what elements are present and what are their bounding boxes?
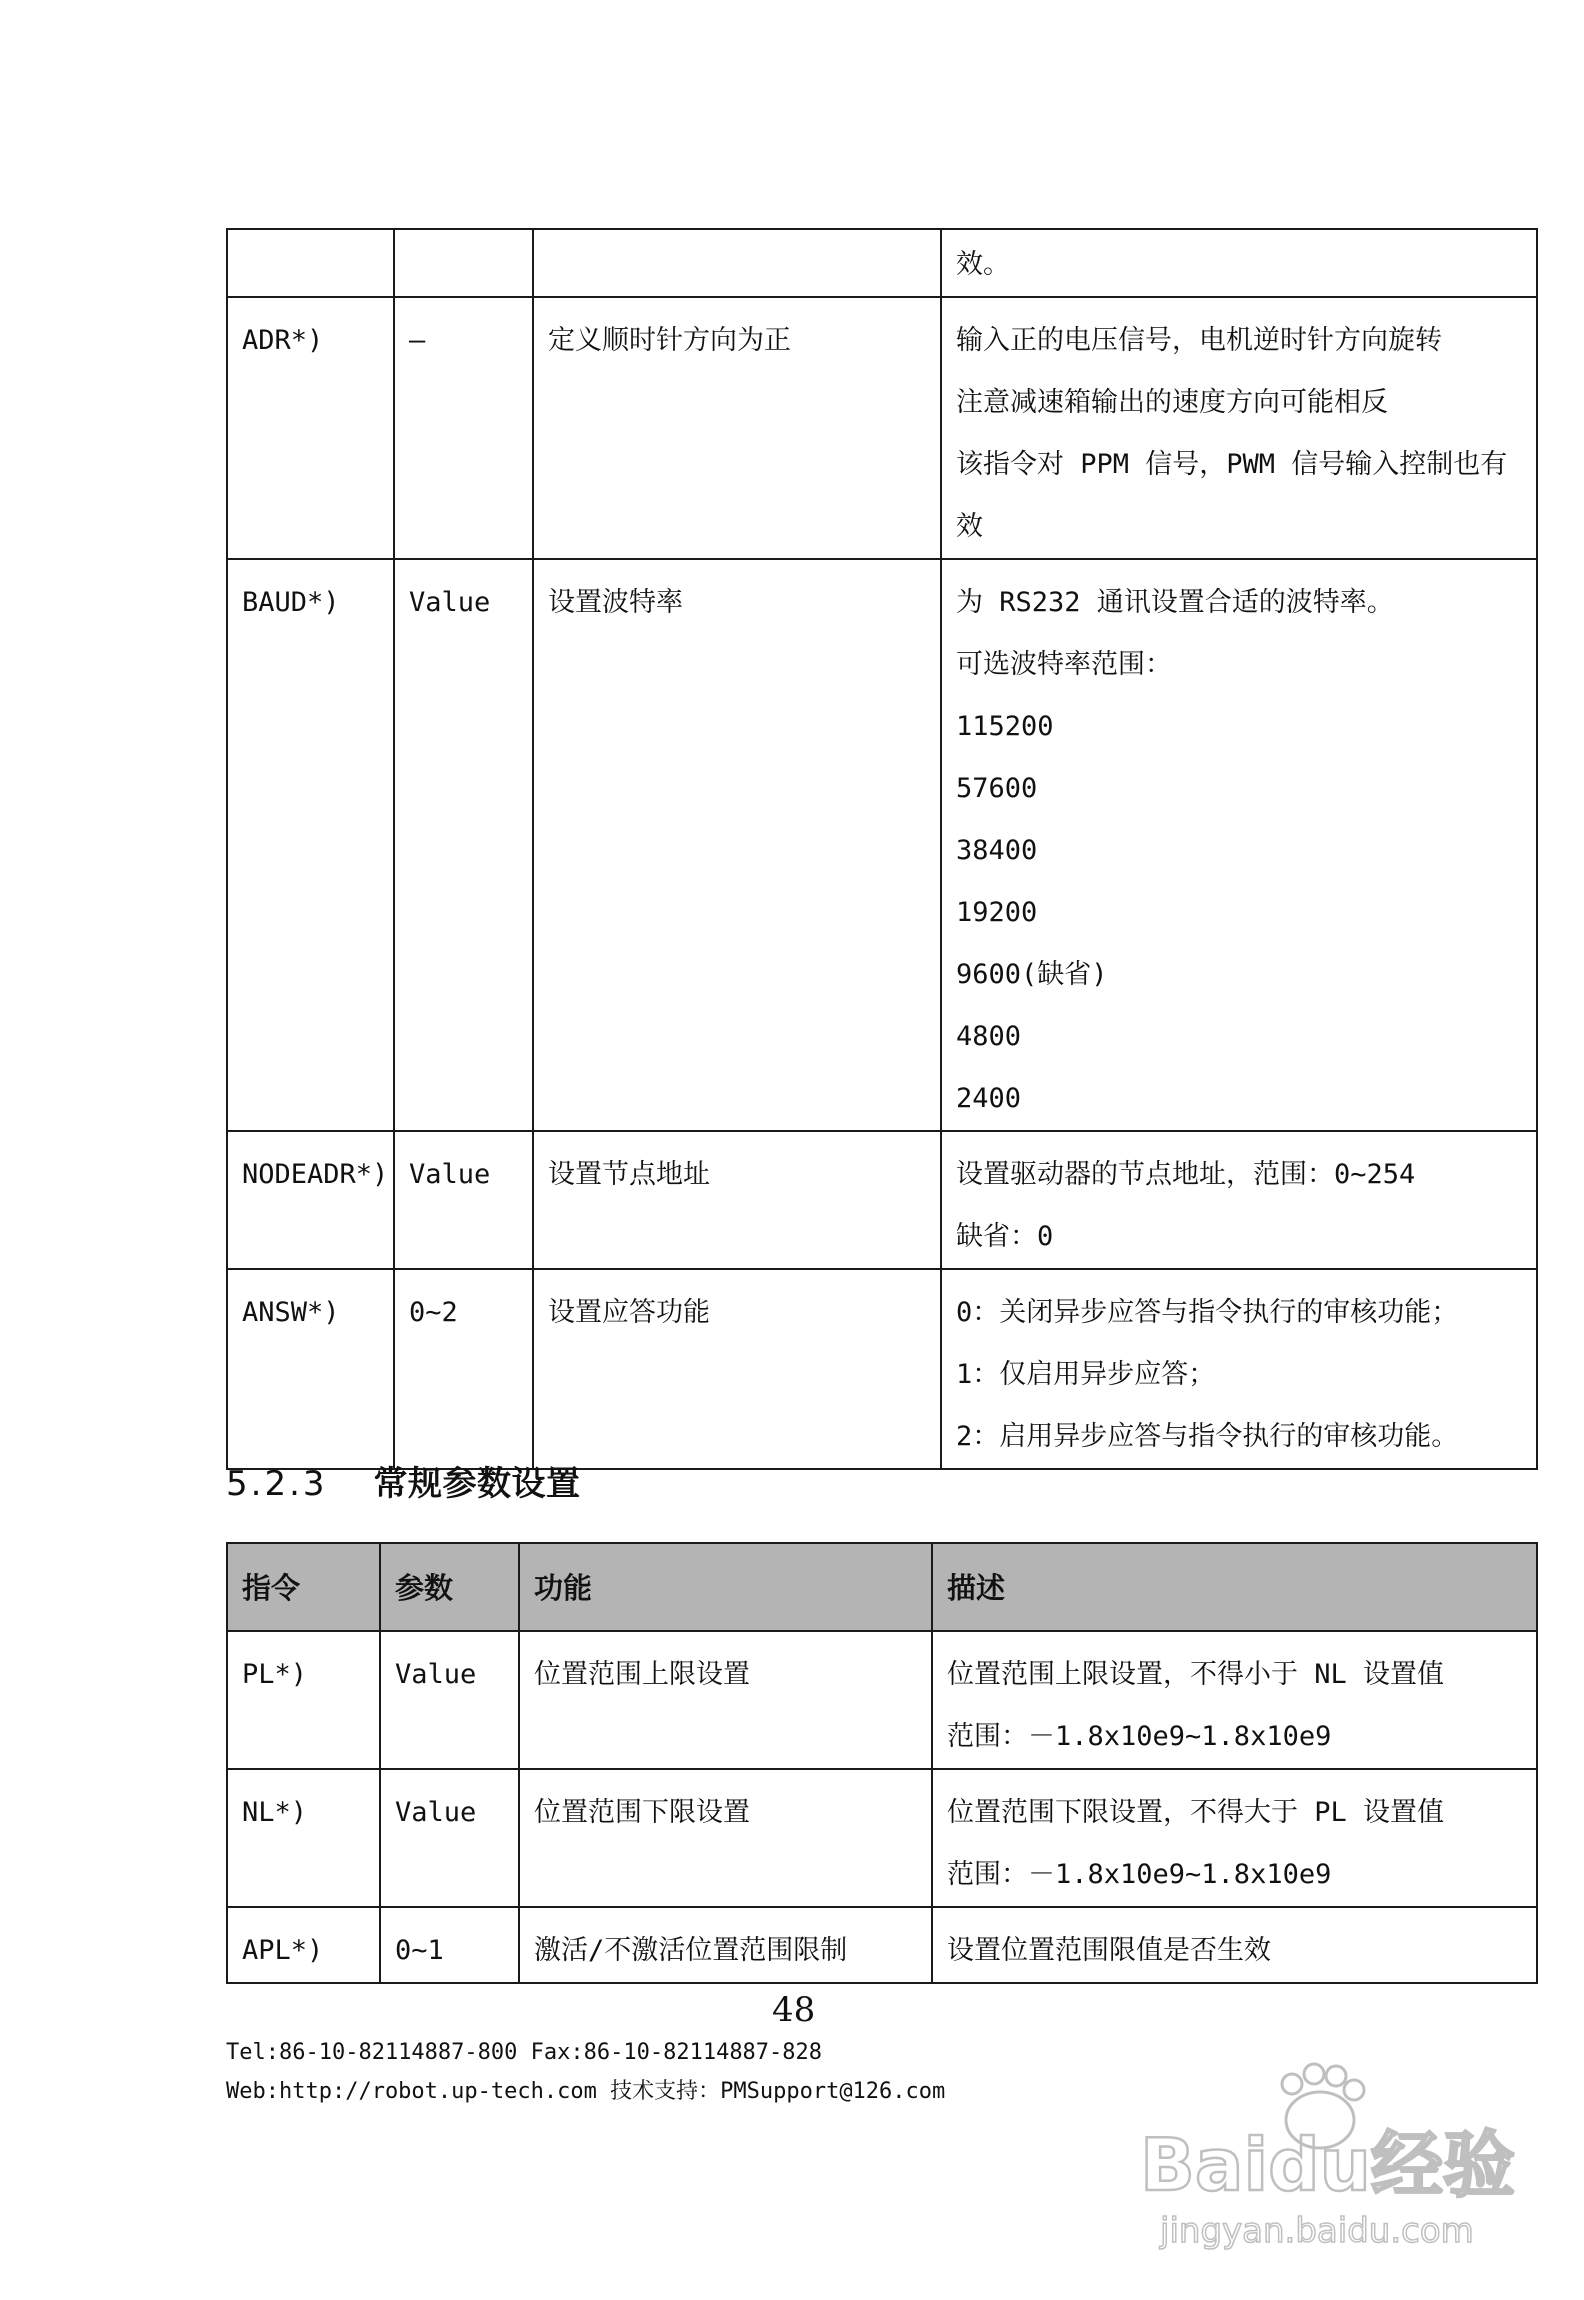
table-row <box>227 1769 1537 1907</box>
table-row <box>227 1631 1537 1769</box>
desc-line: 范围：－1.8x10e9~1.8x10e9 <box>947 1859 1332 1890</box>
cmd-cell: ADR*) <box>227 297 394 559</box>
desc-line: 9600(缺省) <box>956 959 1108 990</box>
section-heading <box>226 1456 581 1505</box>
desc-cell <box>932 1907 1537 1983</box>
func-cell: 设置波特率 <box>533 559 941 1131</box>
desc-line: 设置位置范围限值是否生效 <box>947 1935 1271 1966</box>
cmd-cell: APL*) <box>227 1907 380 1983</box>
desc-line: 设置驱动器的节点地址，范围：0~254 <box>956 1159 1416 1190</box>
func-cell <box>533 229 941 297</box>
param-cell <box>394 229 533 297</box>
desc-cell <box>941 1131 1537 1269</box>
desc-cell <box>932 1769 1537 1907</box>
func-cell: 设置节点地址 <box>533 1131 941 1269</box>
desc-cell <box>941 297 1537 559</box>
param-cell: 0~2 <box>394 1269 533 1469</box>
cmd-cell <box>227 229 394 297</box>
table-row <box>227 297 1537 559</box>
cmd-cell: ANSW*) <box>227 1269 394 1469</box>
desc-line: 范围：－1.8x10e9~1.8x10e9 <box>947 1721 1332 1752</box>
section-title: 常规参数设置 <box>373 1464 581 1504</box>
cmd-cell: PL*) <box>227 1631 380 1769</box>
desc-line: 38400 <box>956 835 1038 866</box>
desc-line: 19200 <box>956 897 1038 928</box>
desc-cell <box>941 1269 1537 1469</box>
desc-line: 位置范围下限设置，不得大于 PL 设置值 <box>947 1797 1445 1828</box>
watermark-url: jingyan.baidu.com <box>1160 2211 1474 2251</box>
func-cell: 设置应答功能 <box>533 1269 941 1469</box>
desc-line: 115200 <box>956 711 1054 742</box>
param-cell: 0~1 <box>380 1907 519 1983</box>
desc-line: 57600 <box>956 773 1038 804</box>
cmd-cell: NODEADR*) <box>227 1131 394 1269</box>
table-row <box>227 1907 1537 1983</box>
desc-cell <box>941 229 1537 297</box>
footer-contact: Tel:86-10-82114887-800 Fax:86-10-82114887-828 <box>226 2040 823 2065</box>
table-row <box>227 1269 1537 1469</box>
desc-line: 效 <box>956 511 983 542</box>
general-parameter-table <box>226 1542 1538 1984</box>
desc-line: 0：关闭异步应答与指令执行的审核功能； <box>956 1297 1459 1328</box>
page-number: 48 <box>772 1990 816 2030</box>
desc-line: 缺省：0 <box>956 1221 1054 1252</box>
func-cell: 位置范围上限设置 <box>519 1631 932 1769</box>
header-cmd: 指令 <box>227 1543 380 1631</box>
footer-web: Web:http://robot.up-tech.com 技术支持：PMSupport@126.com <box>226 2079 946 2104</box>
desc-line: 1：仅启用异步应答； <box>956 1359 1216 1390</box>
param-cell: Value <box>394 1131 533 1269</box>
param-cell: Value <box>380 1631 519 1769</box>
desc-line: 可选波特率范围： <box>956 649 1172 680</box>
desc-line: 4800 <box>956 1021 1022 1052</box>
func-cell: 位置范围下限设置 <box>519 1769 932 1907</box>
table-row <box>227 229 1537 297</box>
cmd-cell: BAUD*) <box>227 559 394 1131</box>
desc-line: 输入正的电压信号，电机逆时针方向旋转 <box>956 325 1442 356</box>
header-func: 功能 <box>519 1543 932 1631</box>
watermark-brand: Baidu经验 <box>1140 2123 1515 2207</box>
header-param: 参数 <box>380 1543 519 1631</box>
header-desc: 描述 <box>932 1543 1537 1631</box>
desc-line: 位置范围上限设置，不得小于 NL 设置值 <box>947 1659 1445 1690</box>
section-number: 5.2.3 <box>226 1464 328 1504</box>
param-cell: — <box>394 297 533 559</box>
desc-cell <box>941 559 1537 1131</box>
cmd-cell: NL*) <box>227 1769 380 1907</box>
param-cell: Value <box>380 1769 519 1907</box>
desc-line: 效。 <box>956 249 1010 280</box>
desc-line: 2400 <box>956 1083 1022 1114</box>
baidu-jingyan-watermark <box>1120 2060 1520 2260</box>
command-table-continued <box>226 228 1538 1470</box>
param-cell: Value <box>394 559 533 1131</box>
desc-line: 该指令对 PPM 信号，PWM 信号输入控制也有 <box>956 449 1508 480</box>
desc-line: 2：启用异步应答与指令执行的审核功能。 <box>956 1421 1459 1452</box>
desc-line: 注意减速箱输出的速度方向可能相反 <box>956 387 1388 418</box>
table-row <box>227 1131 1537 1269</box>
func-cell: 激活/不激活位置范围限制 <box>519 1907 932 1983</box>
desc-line: 为 RS232 通讯设置合适的波特率。 <box>956 587 1394 618</box>
desc-cell <box>932 1631 1537 1769</box>
table-row <box>227 559 1537 1131</box>
table-header-row <box>227 1543 1537 1631</box>
func-cell: 定义顺时针方向为正 <box>533 297 941 559</box>
